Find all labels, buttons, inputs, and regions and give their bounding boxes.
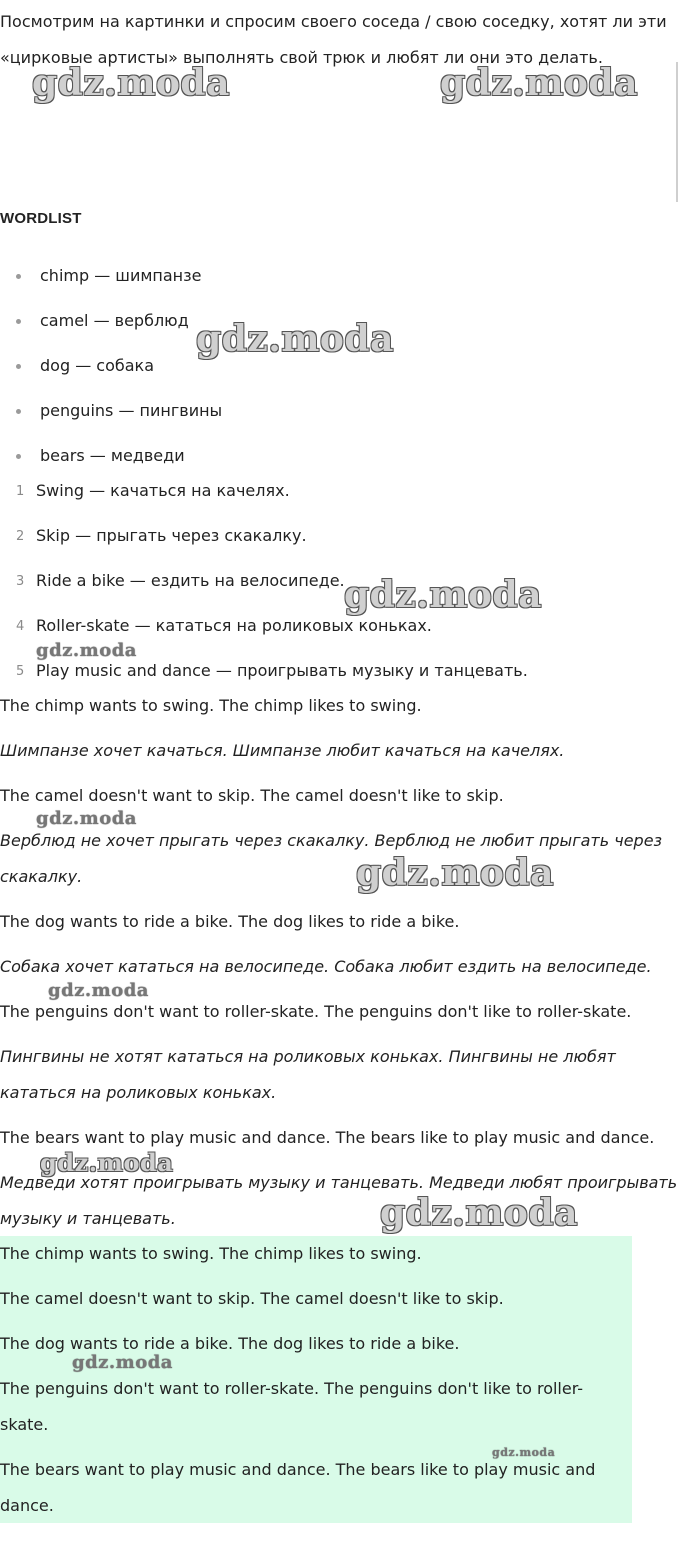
russian-translation: Медведи хотят проигрывать музыку и танцевать. Медведи любят проигрывать музыку и танцевать. <box>0 1173 678 1228</box>
bullet-icon <box>16 454 21 459</box>
bullet-icon <box>16 274 21 279</box>
watermark-logo: gdz.moda <box>36 640 137 661</box>
numbered-item: Ride a bike — ездить на велосипеде. <box>36 571 345 590</box>
answer-sentence: The dog wants to ride a bike. The dog likes to ride a bike. <box>0 1334 460 1353</box>
watermark-logo: gdz.moda <box>196 318 394 360</box>
russian-translation: Собака хочет кататься на велосипеде. Собака любит ездить на велосипеде. <box>0 957 652 976</box>
bullet-icon <box>16 409 21 414</box>
wordlist-item: dog — собака <box>40 356 154 375</box>
answer-sentence: The penguins don't want to roller-skate. The penguins don't like to roller-skate. <box>0 1379 584 1434</box>
watermark-logo: gdz.moda <box>380 1192 578 1234</box>
list-number: 5 <box>16 664 25 679</box>
english-sentence: The chimp wants to swing. The chimp likes to swing. <box>0 696 422 715</box>
russian-translation: Верблюд не хочет прыгать через скакалку. Верблюд не любит прыгать через скакалку. <box>0 831 663 886</box>
list-number: 2 <box>16 529 25 544</box>
watermark-logo: gdz.moda <box>48 980 149 1001</box>
list-number: 1 <box>16 484 25 499</box>
english-sentence: The camel doesn't want to skip. The camel doesn't like to skip. <box>0 786 504 805</box>
watermark-logo: gdz.moda <box>344 574 542 616</box>
numbered-item: Skip — прыгать через скакалку. <box>36 526 307 545</box>
watermark-logo: gdz.moda <box>440 62 638 104</box>
watermark-logo: gdz.moda <box>36 808 137 829</box>
intro-paragraph: Посмотрим на картинки и спросим своего соседа / свою соседку, хотят ли эти «цирковые артисты» выполнять свой трюк и любят ли они это делать. <box>0 12 667 67</box>
watermark-logo: gdz.moda <box>492 1446 556 1459</box>
wordlist-item: chimp — шимпанзе <box>40 266 202 285</box>
wordlist-heading: WORDLIST <box>0 210 82 227</box>
answer-sentence: The chimp wants to swing. The chimp likes to swing. <box>0 1244 422 1263</box>
bullet-icon <box>16 319 21 324</box>
answer-sentence: The bears want to play music and dance. The bears like to play music and dance. <box>0 1460 596 1515</box>
list-number: 3 <box>16 574 25 589</box>
numbered-item: Play music and dance — проигрывать музыку и танцевать. <box>36 661 528 680</box>
numbered-item: Swing — качаться на качелях. <box>36 481 290 500</box>
english-sentence: The penguins don't want to roller-skate. The penguins don't like to roller-skate. <box>0 1002 632 1021</box>
numbered-item: Roller-skate — кататься на роликовых коньках. <box>36 616 432 635</box>
wordlist-item: camel — верблюд <box>40 311 189 330</box>
russian-translation: Пингвины не хотят кататься на роликовых коньках. Пингвины не любят кататься на роликовых коньках. <box>0 1047 616 1102</box>
watermark-logo: gdz.moda <box>32 62 230 104</box>
watermark-logo: gdz.moda <box>40 1148 174 1177</box>
scrollbar-track[interactable] <box>676 62 678 202</box>
watermark-logo: gdz.moda <box>72 1352 173 1373</box>
english-sentence: The bears want to play music and dance. The bears like to play music and dance. <box>0 1128 655 1147</box>
english-sentence: The dog wants to ride a bike. The dog likes to ride a bike. <box>0 912 460 931</box>
list-number: 4 <box>16 619 25 634</box>
bullet-icon <box>16 364 21 369</box>
watermark-logo: gdz.moda <box>356 852 554 894</box>
wordlist-item: bears — медведи <box>40 446 185 465</box>
answer-sentence: The camel doesn't want to skip. The camel doesn't like to skip. <box>0 1289 504 1308</box>
russian-translation: Шимпанзе хочет качаться. Шимпанзе любит качаться на качелях. <box>0 741 565 760</box>
wordlist-item: penguins — пингвины <box>40 401 223 420</box>
